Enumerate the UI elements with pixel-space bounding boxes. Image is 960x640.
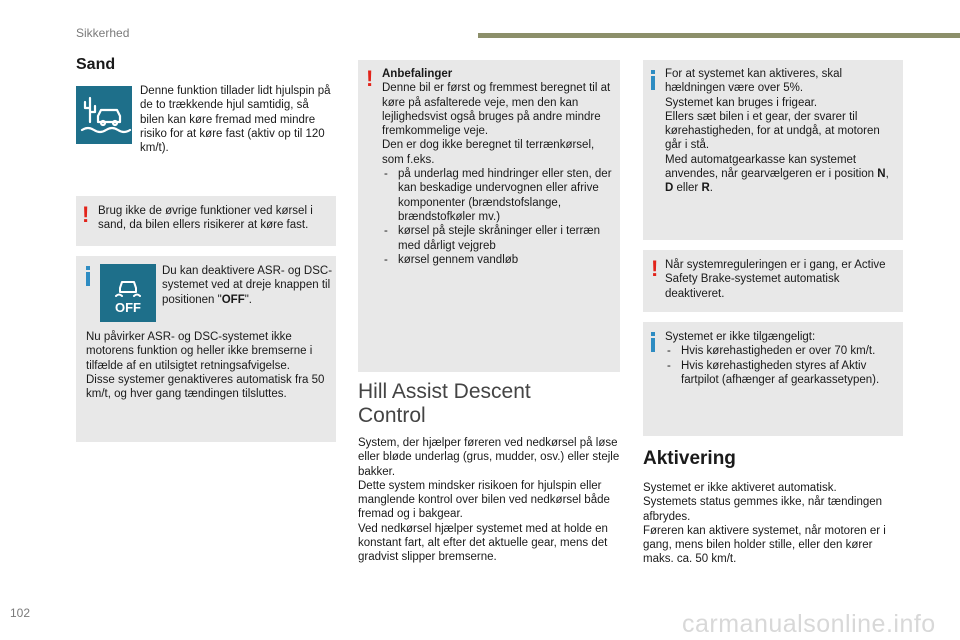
unavailable-list <box>665 344 899 387</box>
info-box-unavailable <box>643 322 903 436</box>
list-item: - kørsel gennem vandløb <box>382 253 614 267</box>
watermark: carmanualsonline.info <box>682 610 936 638</box>
svg-text:OFF: OFF <box>115 300 141 315</box>
list-item: - kørsel på stejle skråninger eller i terræn med dårligt vejgreb <box>382 224 614 253</box>
warning-icon: ! <box>366 66 374 91</box>
off-paragraph: Nu påvirker ASR- og DSC-systemet ikke motorens funktion og heller ikke bremserne i tilfælde af en utilsigtet retningsafvigelse. Disse systemer genaktiveres automatisk fra 50 km/t, og hver gang tændingen tilsluttes. <box>86 331 325 401</box>
warning-brake-text: Når systemreguleringen er i gang, er Active Safety Brake-systemet automatisk deaktiveret. <box>665 259 886 300</box>
warning-box-recommendations <box>358 60 620 372</box>
info-icon <box>651 338 655 352</box>
list-item: - Hvis kørehastigheden styres af Aktiv fartpilot (afhænger af gearkassetypen). <box>665 359 899 388</box>
warning-icon: ! <box>82 202 90 227</box>
off-instruction: Du kan deaktivere ASR- og DSC-systemet ved at dreje knappen til positionen "OFF". <box>162 265 333 306</box>
warning-text: Brug ikke de øvrige funktioner ved kørsel i sand, da bilen ellers risikerer at køre fast. <box>98 205 313 232</box>
sand-description: Denne funktion tillader lidt hjulspin på de to trækkende hjul samtidig, så bilen kan køre fremad med mindre risiko for at køre fast (aktiv op til 120 km/t). <box>140 85 331 155</box>
esc-off-icon <box>100 264 156 322</box>
info-box-activation-conditions <box>643 60 903 240</box>
activation-heading: Aktivering <box>643 448 736 469</box>
unavailable-content <box>665 330 899 387</box>
unavailable-intro: Systemet er ikke tilgængeligt: <box>665 331 816 343</box>
warning-box-sand <box>76 196 336 246</box>
recommendations-intro: Denne bil er først og fremmest beregnet til at køre på asfalterede veje, men den kan lejlighedsvist også bruges på andre mindre fremkommelige veje. Den er dog ikke beregnet til terrænkørsel, som f.eks. <box>382 82 611 166</box>
warning-icon: ! <box>651 256 659 281</box>
activation-conditions-text: For at systemet kan aktiveres, skal hældningen være over 5%. Systemet kan bruges i frigear. Ellers sæt bilen i et gear, der svarer til kørehastigheden, for at undgå, at motoren går i stå. Med automatgearkasse kan systemet anvendes, når gearvælgeren er i position N, D eller R. <box>665 68 889 195</box>
sand-heading: Sand <box>76 56 116 73</box>
activation-description: Systemet er ikke aktiveret automatisk. Systemets status gemmes ikke, når tændingen afbrydes. Føreren kan aktivere systemet, når motoren er i gang, mens bilen holder stille, eller den kører maks. ca. 50 km/t. <box>643 482 886 566</box>
info-icon <box>86 272 90 286</box>
section-title: Sikkerhed <box>76 26 130 40</box>
page-number: 102 <box>10 606 31 620</box>
header-accent-bar <box>478 33 960 38</box>
hill-assist-heading: Hill Assist Descent Control <box>358 380 531 427</box>
sand-mode-icon <box>76 86 132 144</box>
info-icon <box>651 76 655 90</box>
warning-box-brake <box>643 250 903 312</box>
hill-assist-description: System, der hjælper føreren ved nedkørsel på løse eller bløde underlag (grus, mudder, osv.) eller stejle bakker. Dette system mindsker risikoen for hjulspin eller manglende kontrol over bilen ved nedkørsel både fremad og i bakgear. Ved nedkørsel hjælper systemet med at holde en konstant fart, alt efter det aktuelle gear, mens det gradvist slipper bremserne. <box>358 437 620 564</box>
recommendations-content <box>382 67 614 267</box>
recommendations-list <box>382 167 614 267</box>
list-item: - Hvis kørehastigheden er over 70 km/t. <box>665 344 899 358</box>
recommendations-title: Anbefalinger <box>382 68 453 80</box>
list-item: - på underlag med hindringer eller sten, der kan beskadige undervognen eller afrive komponenter (brændstofslange, brændstofkøler mv.) <box>382 167 614 224</box>
